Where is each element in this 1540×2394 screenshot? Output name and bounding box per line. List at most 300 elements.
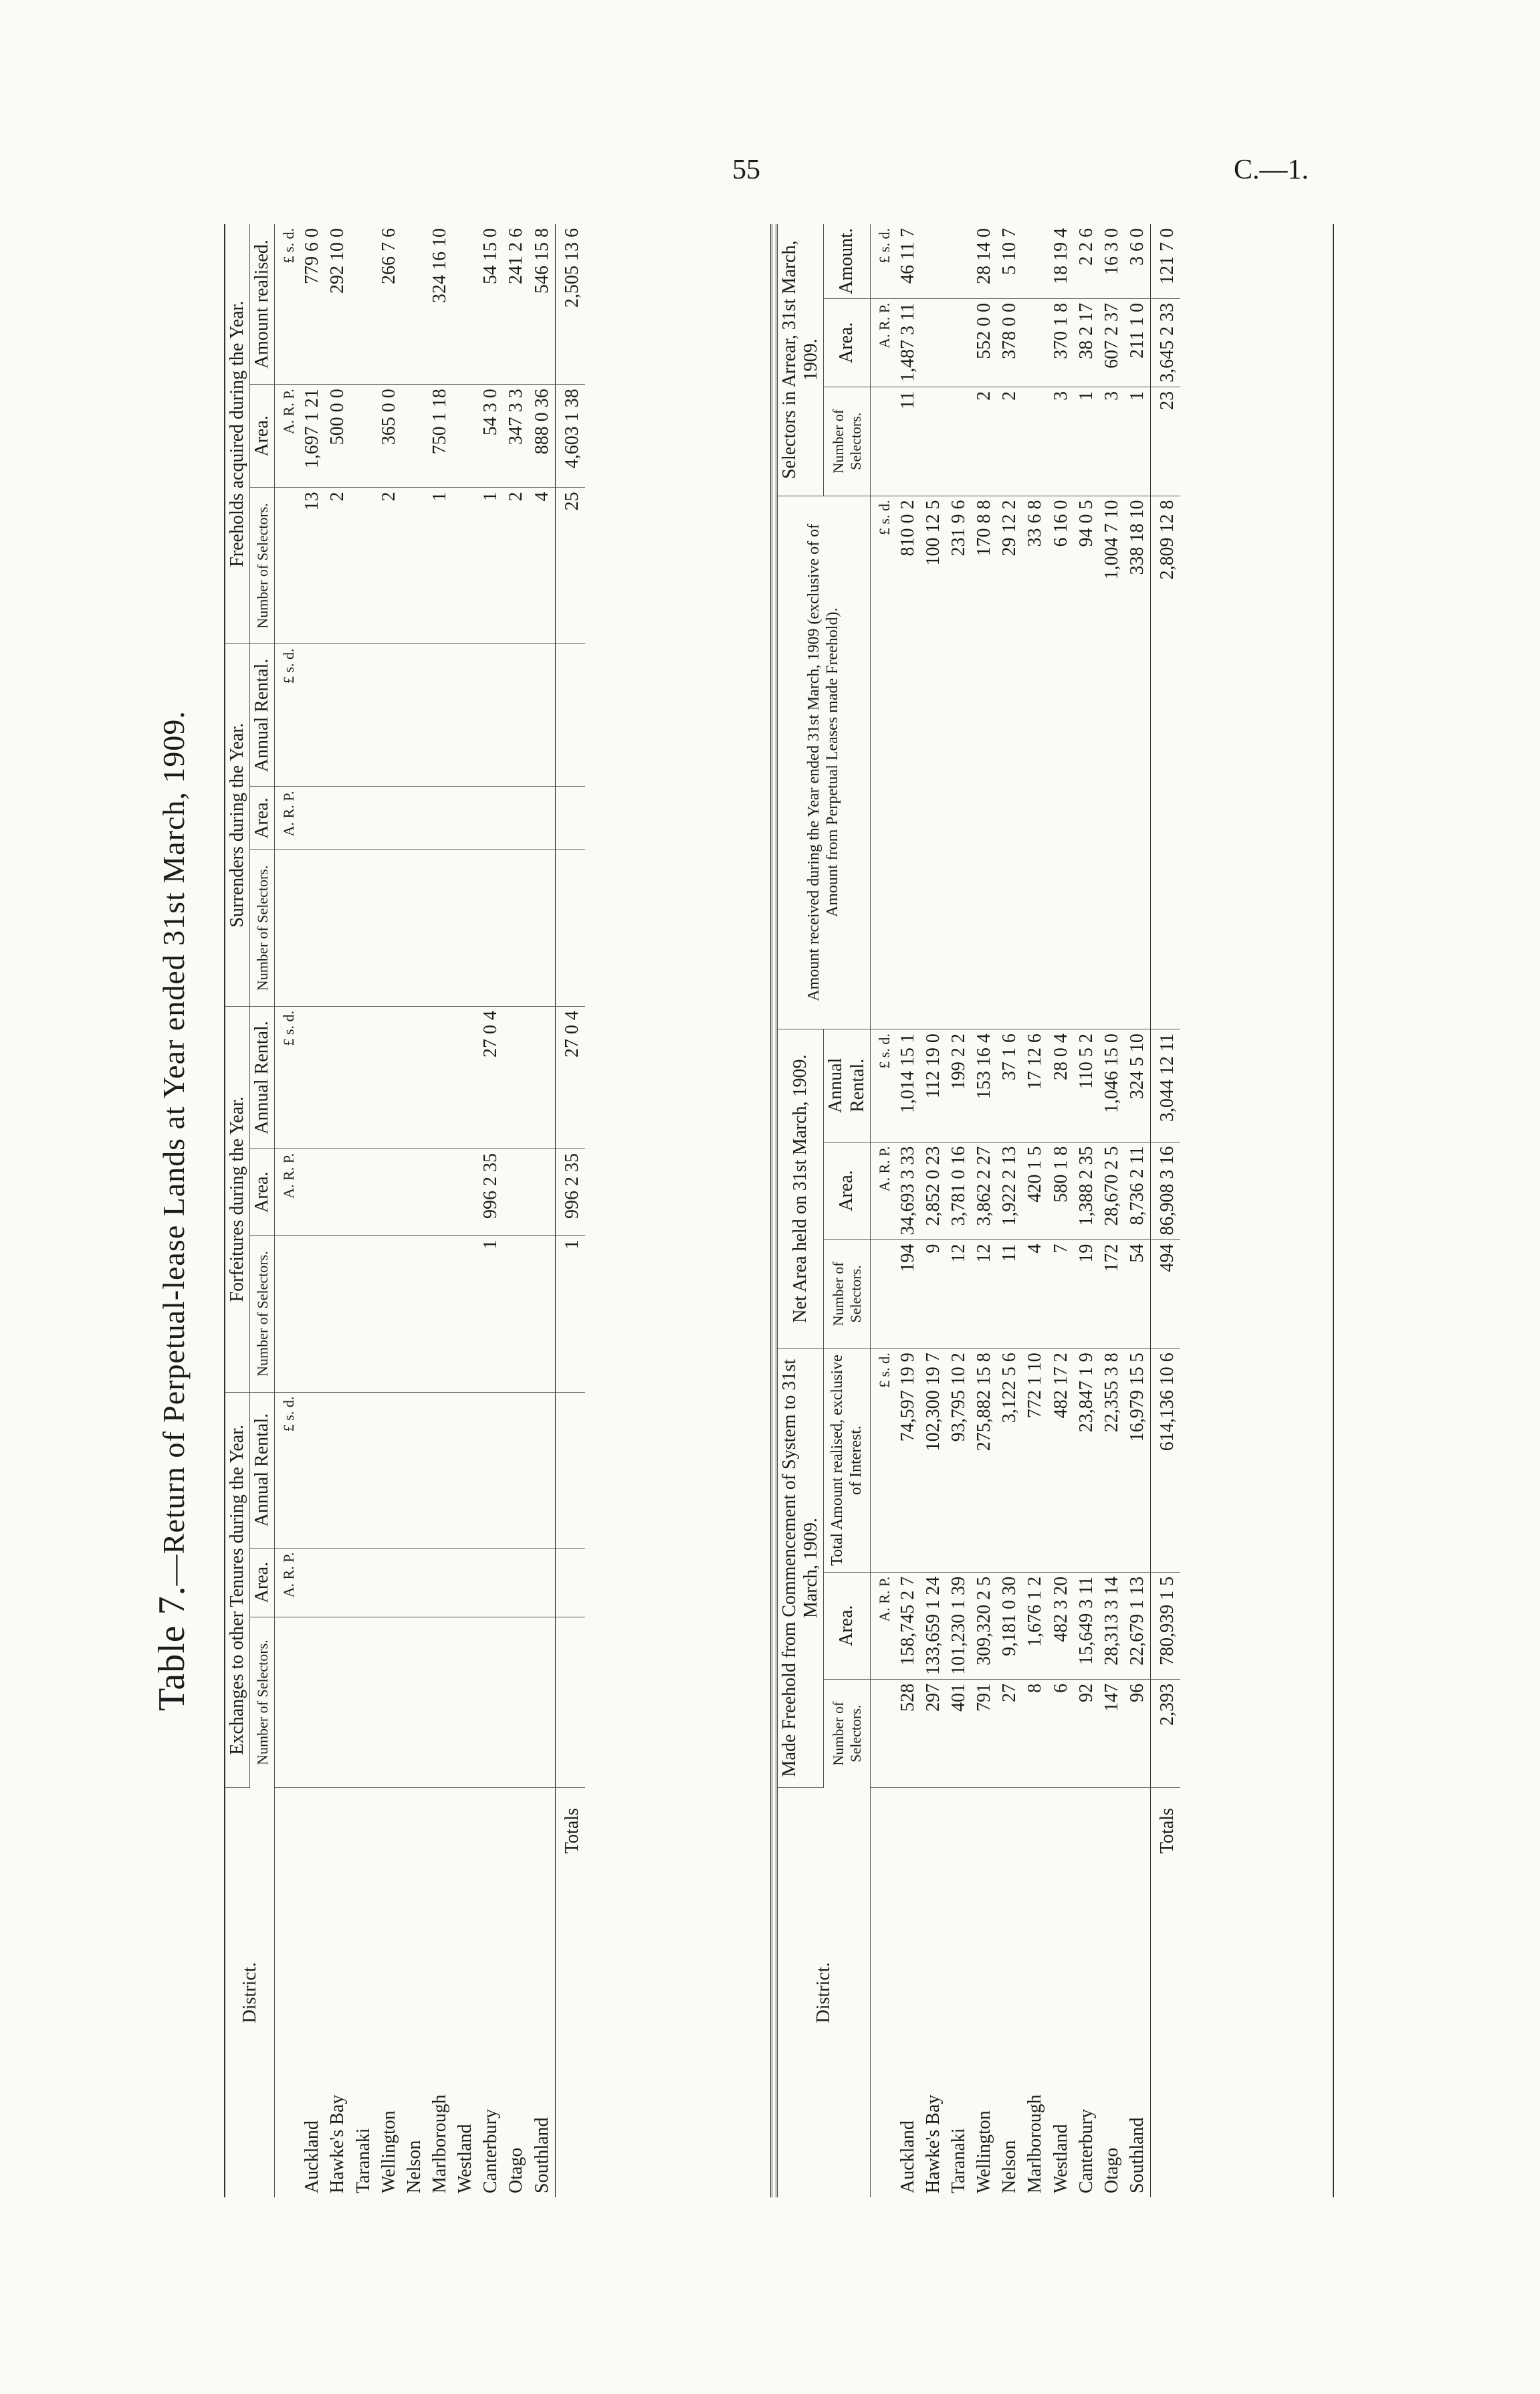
district-cell xyxy=(1074,1788,1099,2198)
table-cell xyxy=(427,1392,453,1548)
table-cell xyxy=(325,787,350,850)
table-cell: 19 xyxy=(1074,1239,1099,1349)
table-row xyxy=(376,224,402,2197)
table-upper xyxy=(224,224,772,2197)
table-cell xyxy=(351,787,376,850)
table-row xyxy=(1125,224,1151,2197)
units-cell xyxy=(870,387,895,496)
district-header: District. xyxy=(225,1788,275,2198)
totals-cell: 86,908 3 16 xyxy=(1151,1142,1181,1239)
table-cell: 16 3 0 xyxy=(1099,224,1125,298)
table-cell xyxy=(478,1392,504,1548)
district-header: District. xyxy=(778,1788,870,2198)
table-cell xyxy=(530,1006,556,1149)
column-header: Area. xyxy=(824,1572,870,1679)
units-cell xyxy=(275,850,300,1006)
table-cell: 23,847 1 9 xyxy=(1074,1349,1099,1573)
table-cell: 101,230 1 39 xyxy=(946,1572,972,1679)
table-cell: 5 10 7 xyxy=(997,224,1022,298)
table-cell xyxy=(351,488,376,644)
table-cell: 1 xyxy=(1125,387,1151,496)
table-cell: 420 1 5 xyxy=(1022,1142,1048,1239)
table-cell: 309,320 2 5 xyxy=(972,1572,997,1679)
district-cell xyxy=(351,1788,376,2198)
table-row xyxy=(895,224,921,2197)
table-row xyxy=(402,224,427,2197)
column-header: Number of Selectors. xyxy=(250,488,275,644)
table-cell: 27 0 4 xyxy=(478,1006,504,1149)
table-cell: 158,745 2 7 xyxy=(895,1572,921,1679)
table-cell xyxy=(504,850,529,1006)
table-cell xyxy=(325,644,350,787)
table-cell xyxy=(351,385,376,488)
table-cell: 18 19 4 xyxy=(1049,224,1074,298)
table-cell xyxy=(402,1006,427,1149)
district-name: Southland xyxy=(1126,2117,1147,2193)
units-row xyxy=(870,224,895,2197)
table-cell xyxy=(351,1235,376,1392)
table-cell xyxy=(376,1149,402,1236)
district-name: Canterbury xyxy=(480,2109,502,2193)
totals-cell: 25 xyxy=(555,488,585,644)
units-cell: £ s. d. xyxy=(275,224,300,385)
table-cell: 2 xyxy=(504,488,529,644)
table-cell xyxy=(427,644,453,787)
district-cell xyxy=(895,1788,921,2198)
totals-cell: 996 2 35 xyxy=(555,1149,585,1236)
totals-cell: 2,393 xyxy=(1151,1679,1181,1787)
table-cell: 133,659 1 24 xyxy=(921,1572,946,1679)
table-cell xyxy=(453,1006,478,1149)
units-cell xyxy=(870,1239,895,1349)
table-cell: 2 xyxy=(972,387,997,496)
district-name: Wellington xyxy=(378,2110,399,2193)
table-cell xyxy=(504,644,529,787)
table-title-text: —Return of Perpetual-lease Lands at Year ended 31st March, 1909. xyxy=(156,710,191,1586)
table-row xyxy=(1099,224,1125,2197)
table-cell: 370 1 8 xyxy=(1049,298,1074,387)
page-number: 55 xyxy=(732,155,760,185)
table-cell xyxy=(376,644,402,787)
table-cell xyxy=(300,1149,325,1236)
table-cell xyxy=(478,1617,504,1787)
table-cell xyxy=(453,1235,478,1392)
table-cell xyxy=(478,1548,504,1617)
totals-label: Totals xyxy=(1151,1788,1181,2198)
table-cell xyxy=(325,1149,350,1236)
table-cell xyxy=(504,787,529,850)
table-cell xyxy=(453,850,478,1006)
table-cell: 102,300 19 7 xyxy=(921,1349,946,1573)
district-name: Hawke's Bay xyxy=(922,2094,944,2193)
table-cell xyxy=(376,1006,402,1149)
units-cell: £ s. d. xyxy=(275,644,300,787)
table-cell: 172 xyxy=(1099,1239,1125,1349)
table-cell: 1,388 2 35 xyxy=(1074,1142,1099,1239)
table-cell: 266 7 6 xyxy=(376,224,402,385)
table-cell: 6 xyxy=(1049,1679,1074,1787)
district-name: Taranaki xyxy=(352,2128,374,2193)
table-cell xyxy=(478,850,504,1006)
table-cell: 28,313 3 14 xyxy=(1099,1572,1125,1679)
district-cell xyxy=(921,1788,946,2198)
table-cell xyxy=(325,1392,350,1548)
table-cell: 54 15 0 xyxy=(478,224,504,385)
table-cell xyxy=(453,385,478,488)
table-cell: 580 1 8 xyxy=(1049,1142,1074,1239)
table-cell: 28 14 0 xyxy=(972,224,997,298)
table-cell xyxy=(402,488,427,644)
table-cell xyxy=(402,1392,427,1548)
table-cell xyxy=(504,1149,529,1236)
district-name: Otago xyxy=(1101,2147,1122,2193)
table-cell: 94 0 5 xyxy=(1074,496,1099,1029)
group-header: Net Area held on 31st March, 1909. xyxy=(778,1029,824,1349)
table-cell xyxy=(402,1617,427,1787)
district-cell xyxy=(1099,1788,1125,2198)
table-cell: 552 0 0 xyxy=(972,298,997,387)
table-cell xyxy=(351,1149,376,1236)
table-cell: 8,736 2 11 xyxy=(1125,1142,1151,1239)
table-cell xyxy=(402,385,427,488)
column-header: Area. xyxy=(250,787,275,850)
table-cell xyxy=(530,1235,556,1392)
table-row xyxy=(427,224,453,2197)
table-cell: 996 2 35 xyxy=(478,1149,504,1236)
units-cell: A. R. P. xyxy=(870,1142,895,1239)
table-lower xyxy=(776,224,1334,2197)
totals-cell: 23 xyxy=(1151,387,1181,496)
district-cell xyxy=(300,1788,325,2198)
table-cell: 3 6 0 xyxy=(1125,224,1151,298)
district-name: Auckland xyxy=(302,2120,323,2193)
table-cell xyxy=(504,1392,529,1548)
rotated-table-sheet xyxy=(150,224,1341,2197)
table-cell xyxy=(300,1006,325,1149)
table-cell: 112 19 0 xyxy=(921,1029,946,1142)
table-cell xyxy=(300,1235,325,1392)
table-cell: 54 3 0 xyxy=(478,385,504,488)
totals-cell xyxy=(555,644,585,787)
table-cell: 3,122 5 6 xyxy=(997,1349,1022,1573)
table-row xyxy=(1074,224,1099,2197)
totals-cell xyxy=(555,1548,585,1617)
table-row xyxy=(997,224,1022,2197)
table-cell: 482 17 2 xyxy=(1049,1349,1074,1573)
column-header: Area. xyxy=(250,385,275,488)
table-cell xyxy=(325,1617,350,1787)
units-cell: £ s. d. xyxy=(870,1029,895,1142)
table-cell: 37 1 6 xyxy=(997,1029,1022,1142)
table-cell xyxy=(351,1006,376,1149)
table-cell: 147 xyxy=(1099,1679,1125,1787)
group-header: Selectors in Arrear, 31st March, 1909. xyxy=(778,224,824,496)
table-cell: 33 6 8 xyxy=(1022,496,1048,1029)
district-cell xyxy=(997,1788,1022,2198)
table-cell: 1 xyxy=(478,488,504,644)
table-cell xyxy=(453,224,478,385)
table-cell: 1,014 15 1 xyxy=(895,1029,921,1142)
table-cell: 34,693 3 33 xyxy=(895,1142,921,1239)
table-cell: 9,181 0 30 xyxy=(997,1572,1022,1679)
table-cell xyxy=(504,1235,529,1392)
totals-cell: 1 xyxy=(555,1235,585,1392)
table-cell xyxy=(402,850,427,1006)
table-cell xyxy=(402,1149,427,1236)
district-cell xyxy=(972,1788,997,2198)
table-cell xyxy=(921,224,946,298)
table-row xyxy=(300,224,325,2197)
table-cell: 17 12 6 xyxy=(1022,1029,1048,1142)
table-cell xyxy=(325,1235,350,1392)
table-cell: 2,852 0 23 xyxy=(921,1142,946,1239)
district-name: Southland xyxy=(531,2117,552,2193)
district-cell xyxy=(402,1788,427,2198)
group-header: Forfeitures during the Year. xyxy=(225,1006,250,1392)
table-cell: 546 15 8 xyxy=(530,224,556,385)
table-cell: 750 1 18 xyxy=(427,385,453,488)
totals-cell: 2,505 13 6 xyxy=(555,224,585,385)
totals-cell: 4,603 1 38 xyxy=(555,385,585,488)
table-cell: 297 xyxy=(921,1679,946,1787)
table-cell: 12 xyxy=(946,1239,972,1349)
table-cell: 1,922 2 13 xyxy=(997,1142,1022,1239)
district-name: Canterbury xyxy=(1075,2109,1097,2193)
table-cell: 15,649 3 11 xyxy=(1074,1572,1099,1679)
table-cell xyxy=(1022,387,1048,496)
table-cell: 27 xyxy=(997,1679,1022,1787)
table-cell: 2 xyxy=(376,488,402,644)
table-cell xyxy=(478,787,504,850)
table-cell: 2 xyxy=(997,387,1022,496)
totals-cell xyxy=(555,1392,585,1548)
table-cell xyxy=(351,224,376,385)
group-header: Exchanges to other Tenures during the Year. xyxy=(225,1392,250,1787)
table-row xyxy=(530,224,556,2197)
units-cell: £ s. d. xyxy=(275,1006,300,1149)
group-header: Surrenders during the Year. xyxy=(225,644,250,1007)
table-cell: 324 16 10 xyxy=(427,224,453,385)
units-cell: £ s. d. xyxy=(870,224,895,298)
table-cell xyxy=(453,644,478,787)
table-cell xyxy=(402,644,427,787)
district-name: Westland xyxy=(455,2124,476,2193)
table-cell xyxy=(921,387,946,496)
table-cell: 1,046 15 0 xyxy=(1099,1029,1125,1142)
column-header: Area. xyxy=(250,1149,275,1236)
district-name: Westland xyxy=(1050,2124,1071,2193)
table-cell xyxy=(300,850,325,1006)
totals-cell: 614,136 10 6 xyxy=(1151,1349,1181,1573)
units-cell xyxy=(870,1788,895,2198)
column-header: Number of Selectors. xyxy=(824,1239,870,1349)
table-cell: 4 xyxy=(530,488,556,644)
district-cell xyxy=(453,1788,478,2198)
table-cell xyxy=(530,850,556,1006)
column-header: Annual Rental. xyxy=(250,1392,275,1548)
table-cell xyxy=(325,1548,350,1617)
table-row xyxy=(453,224,478,2197)
table-cell: 3 xyxy=(1049,387,1074,496)
table-cell xyxy=(530,1548,556,1617)
table-cell xyxy=(530,1617,556,1787)
column-header: Amount. xyxy=(824,224,870,298)
table-row xyxy=(325,224,350,2197)
column-header: Annual Rental. xyxy=(250,644,275,787)
table-cell xyxy=(1022,224,1048,298)
table-cell: 194 xyxy=(895,1239,921,1349)
table-cell: 93,795 10 2 xyxy=(946,1349,972,1573)
table-cell xyxy=(402,787,427,850)
table-cell: 275,882 15 8 xyxy=(972,1349,997,1573)
table-cell xyxy=(1022,298,1048,387)
table-cell xyxy=(325,1006,350,1149)
table-cell xyxy=(427,1235,453,1392)
table-cell: 231 9 6 xyxy=(946,496,972,1029)
column-header: Area. xyxy=(250,1548,275,1617)
table-cell: 11 xyxy=(997,1239,1022,1349)
table-cell: 11 xyxy=(895,387,921,496)
table-cell: 96 xyxy=(1125,1679,1151,1787)
table-cell: 74,597 19 9 xyxy=(895,1349,921,1573)
table-cell: 54 xyxy=(1125,1239,1151,1349)
table-cell: 1,487 3 11 xyxy=(895,298,921,387)
column-header: Area. xyxy=(824,1142,870,1239)
table-cell: 772 1 10 xyxy=(1022,1349,1048,1573)
district-cell xyxy=(427,1788,453,2198)
table-row xyxy=(972,224,997,2197)
group-header: Freeholds acquired during the Year. xyxy=(225,224,250,644)
district-name: Marlborough xyxy=(1024,2094,1046,2193)
units-cell xyxy=(870,1679,895,1787)
column-header: Number of Selectors. xyxy=(250,850,275,1006)
table-cell xyxy=(427,1149,453,1236)
totals-cell xyxy=(555,1617,585,1787)
district-cell xyxy=(530,1788,556,2198)
table-cell: 791 xyxy=(972,1679,997,1787)
table-cell: 46 11 7 xyxy=(895,224,921,298)
units-cell: A. R. P. xyxy=(870,1572,895,1679)
totals-cell: 121 7 0 xyxy=(1151,224,1181,298)
district-cell xyxy=(504,1788,529,2198)
table-row xyxy=(946,224,972,2197)
units-cell: A. R. P. xyxy=(275,787,300,850)
table-cell: 3,862 2 27 xyxy=(972,1142,997,1239)
table-cell xyxy=(427,1617,453,1787)
table-cell: 1 xyxy=(427,488,453,644)
table-cell: 1 xyxy=(478,1235,504,1392)
table-cell xyxy=(478,644,504,787)
table-cell: 6 16 0 xyxy=(1049,496,1074,1029)
table-cell: 338 18 10 xyxy=(1125,496,1151,1029)
table-cell: 28 0 4 xyxy=(1049,1029,1074,1142)
units-row xyxy=(275,224,300,2197)
units-cell: A. R. P. xyxy=(870,298,895,387)
units-cell xyxy=(275,1788,300,2198)
table-cell xyxy=(300,1392,325,1548)
table-cell xyxy=(300,1548,325,1617)
district-cell xyxy=(946,1788,972,2198)
units-cell: A. R. P. xyxy=(275,1149,300,1236)
table-cell xyxy=(530,1149,556,1236)
table-cell: 22,355 3 8 xyxy=(1099,1349,1125,1573)
table-cell: 16,979 15 5 xyxy=(1125,1349,1151,1573)
table-cell xyxy=(351,1392,376,1548)
district-name: Marlborough xyxy=(429,2094,450,2193)
district-name: Wellington xyxy=(974,2110,995,2193)
table-cell: 810 0 2 xyxy=(895,496,921,1029)
totals-cell: 3,645 2 33 xyxy=(1151,298,1181,387)
table-cell: 888 0 36 xyxy=(530,385,556,488)
table-cell xyxy=(427,787,453,850)
table-cell xyxy=(427,1548,453,1617)
column-header: Number of Selectors. xyxy=(824,1679,870,1787)
table-cell xyxy=(946,387,972,496)
table-cell xyxy=(946,298,972,387)
table-cell: 8 xyxy=(1022,1679,1048,1787)
table-cell: 4 xyxy=(1022,1239,1048,1349)
table-row xyxy=(921,224,946,2197)
table-cell: 2 xyxy=(325,488,350,644)
district-cell xyxy=(1125,1788,1151,2198)
table-cell: 28,670 2 5 xyxy=(1099,1142,1125,1239)
table-cell: 153 16 4 xyxy=(972,1029,997,1142)
table-cell: 100 12 5 xyxy=(921,496,946,1029)
table-title-prefix: Table 7. xyxy=(151,1585,193,1711)
table-cell: 13 xyxy=(300,488,325,644)
table-cell xyxy=(530,787,556,850)
units-cell: £ s. d. xyxy=(870,1349,895,1573)
column-header: Amount realised. xyxy=(250,224,275,385)
table-cell: 3 xyxy=(1099,387,1125,496)
district-name: Nelson xyxy=(403,2140,425,2193)
column-header: Number of Selectors. xyxy=(250,1235,275,1392)
table-cell: 500 0 0 xyxy=(325,385,350,488)
table-cell xyxy=(453,1149,478,1236)
column-header: Total Amount realised, exclusive of Interest. xyxy=(824,1349,870,1573)
totals-label: Totals xyxy=(555,1788,585,2198)
table-cell xyxy=(376,1235,402,1392)
totals-row xyxy=(555,224,585,2197)
district-cell xyxy=(1022,1788,1048,2198)
table-cell: 401 xyxy=(946,1679,972,1787)
table-cell xyxy=(427,850,453,1006)
table-row xyxy=(351,224,376,2197)
table-cell xyxy=(376,1548,402,1617)
table-cell xyxy=(504,1006,529,1149)
table-cell: 482 3 20 xyxy=(1049,1572,1074,1679)
table-cell: 110 5 2 xyxy=(1074,1029,1099,1142)
table-cell: 1,697 1 21 xyxy=(300,385,325,488)
table-cell xyxy=(453,1392,478,1548)
table-cell: 7 xyxy=(1049,1239,1074,1349)
table-cell xyxy=(530,644,556,787)
upper-table xyxy=(225,224,585,2197)
table-cell xyxy=(376,787,402,850)
table-cell xyxy=(427,1006,453,1149)
district-cell xyxy=(325,1788,350,2198)
table-cell: 241 2 6 xyxy=(504,224,529,385)
district-name: Taranaki xyxy=(948,2128,969,2193)
table-cell xyxy=(946,224,972,298)
table-cell xyxy=(376,850,402,1006)
table-cell: 29 12 2 xyxy=(997,496,1022,1029)
totals-cell: 494 xyxy=(1151,1239,1181,1349)
table-cell: 92 xyxy=(1074,1679,1099,1787)
column-header: Annual Rental. xyxy=(250,1006,275,1149)
table-cell xyxy=(504,1548,529,1617)
table-cell: 347 3 3 xyxy=(504,385,529,488)
